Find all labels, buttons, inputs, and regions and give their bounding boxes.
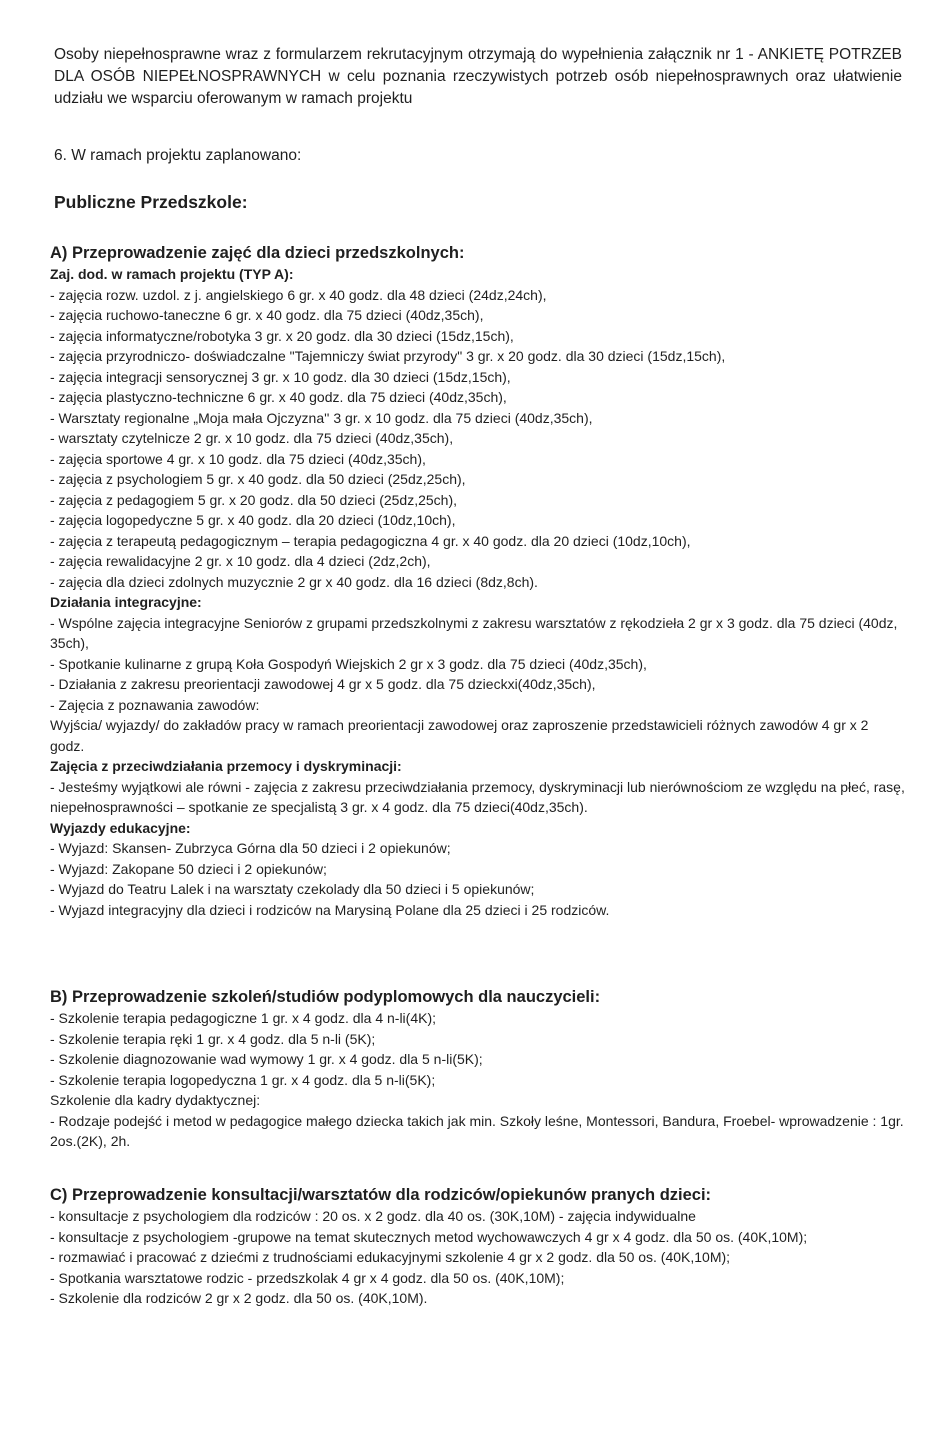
intro-paragraph: Osoby niepełnosprawne wraz z formularzem rekrutacyjnym otrzymają do wypełnienia załącznik nr 1 - ANKIETĘ POTRZEB DLA OSÓB NIEPEŁNOSPRAWNYCH w celu poznania rzeczywistych potrzeb osób niepełnosprawnych oraz ułatwienie udziału we wsparciu oferowanym w ramach projektu — [54, 46, 902, 107]
section-a-sub3-list — [50, 777, 906, 818]
list-item: - rozmawiać i pracować z dziećmi z trudnościami edukacyjnymi szkolenie 4 gr x 2 godz. dla 50 os. (40K,10M); — [50, 1249, 731, 1265]
list-item: - Rodzaje podejść i metod w pedagogice małego dziecka takich jak min. Szkoły leśne, Montessori, Bandura, Froebel- wprowadzenie : 1gr. 2os.(2K), 2h. — [50, 1112, 904, 1149]
list-item: - konsultacje z psychologiem -grupowe na temat skutecznych metod wychowawczych 4 gr x 4 godz. dla 50 os. (40K,10M); — [50, 1228, 808, 1245]
section-b-title: B) Przeprowadzenie szkoleń/studiów podyplomowych dla nauczycieli: — [50, 988, 601, 1006]
section-a-sub4-title: Wyjazdy edukacyjne: — [50, 819, 191, 836]
list-item: - Wyjazd integracyjny dla dzieci i rodziców na Marysiną Polane dla 25 dzieci i 25 rodziców. — [50, 901, 610, 918]
section-a-sub1-list — [50, 285, 906, 593]
section-c — [50, 1184, 906, 1309]
list-item: - zajęcia integracji sensorycznej 3 gr. x 10 godz. dla 30 dzieci (15dz,15ch), — [50, 368, 511, 385]
list-item: - Szkolenie dla rodziców 2 gr x 2 godz. dla 50 os. (40K,10M). — [50, 1290, 428, 1306]
section-a — [50, 242, 906, 920]
point-6-heading: 6. W ramach projektu zaplanowano: — [54, 147, 302, 164]
list-item: - Wspólne zajęcia integracyjne Seniorów z grupami przedszkolnymi z zakresu warsztatów z rękodzieła 2 gr x 3 godz. dla 75 dzieci (40dz, 35ch), — [50, 614, 898, 651]
list-item: - zajęcia przyrodniczo- doświadczalne "Tajemniczy świat przyrody" 3 gr. x 20 godz. dla 30 dzieci (15dz,15ch), — [50, 348, 726, 364]
list-item: - warsztaty czytelnicze 2 gr. x 10 godz. dla 75 dzieci (40dz,35ch), — [50, 430, 454, 446]
list-item: - Działania z zakresu preorientacji zawodowej 4 gr x 5 godz. dla 75 dzieckxi(40dz,35ch), — [50, 676, 596, 692]
section-a-sub1-title: Zaj. dod. w ramach projektu (TYP A): — [50, 266, 294, 282]
section-a-title: A) Przeprowadzenie zajęć dla dzieci przedszkolnych: — [50, 244, 465, 262]
list-item: - Warsztaty regionalne „Moja mała Ojczyzna'' 3 gr. x 10 godz. dla 75 dzieci (40dz,35ch), — [50, 409, 593, 426]
section-b-sub-list — [50, 1111, 906, 1152]
list-item: - Spotkania warsztatowe rodzic - przedszkolak 4 gr x 4 godz. dla 50 os. (40K,10M); — [50, 1269, 565, 1286]
section-a-sub2-title: Działania integracyjne: — [50, 594, 202, 610]
section-b-sub-title: Szkolenie dla kadry dydaktycznej: — [50, 1092, 261, 1108]
list-item: - Szkolenie terapia logopedyczna 1 gr. x 4 godz. dla 5 n-li(5K); — [50, 1071, 436, 1088]
list-item: - Wyjazd: Zakopane 50 dzieci i 2 opiekunów; — [50, 860, 327, 877]
section-b — [50, 986, 906, 1152]
section-a-sub4-list — [50, 838, 906, 920]
section-a-sub2-list — [50, 613, 906, 757]
list-item: - Szkolenie terapia pedagogiczne 1 gr. x 4 godz. dla 4 n-li(4K); — [50, 1010, 437, 1026]
section-a-sub3-title: Zajęcia z przeciwdziałania przemocy i dyskryminacji: — [50, 758, 402, 774]
main-heading: Publiczne Przedszkole: — [54, 192, 248, 212]
list-item: - zajęcia informatyczne/robotyka 3 gr. x 20 godz. dla 30 dzieci (15dz,15ch), — [50, 327, 514, 344]
list-item: - zajęcia z terapeutą pedagogicznym – terapia pedagogiczna 4 gr. x 40 godz. dla 20 dzieci (10dz,10ch), — [50, 532, 691, 549]
list-item: - Spotkanie kulinarne z grupą Koła Gospodyń Wiejskich 2 gr x 3 godz. dla 75 dzieci (40dz,35ch), — [50, 655, 647, 672]
list-item: - zajęcia rewalidacyjne 2 gr. x 10 godz. dla 4 dzieci (2dz,2ch), — [50, 553, 431, 569]
list-item: - zajęcia logopedyczne 5 gr. x 40 godz. dla 20 dzieci (10dz,10ch), — [50, 512, 456, 528]
section-c-list — [50, 1206, 906, 1309]
list-item: - Zajęcia z poznawania zawodów: — [50, 696, 260, 713]
section-c-title: C) Przeprowadzenie konsultacji/warsztatów dla rodziców/opiekunów pranych dzieci: — [50, 1186, 712, 1204]
list-item: - zajęcia sportowe 4 gr. x 10 godz. dla 75 dzieci (40dz,35ch), — [50, 450, 426, 467]
list-item: - zajęcia z psychologiem 5 gr. x 40 godz. dla 50 dzieci (25dz,25ch), — [50, 471, 466, 487]
list-item: - zajęcia rozw. uzdol. z j. angielskiego 6 gr. x 40 godz. dla 48 dzieci (24dz,24ch), — [50, 286, 547, 303]
list-item: - zajęcia dla dzieci zdolnych muzycznie 2 gr x 40 godz. dla 16 dzieci (8dz,8ch). — [50, 573, 538, 590]
list-item: - Jesteśmy wyjątkowi ale równi - zajęcia z zakresu przeciwdziałania przemocy, dyskryminacji lub nierównościom ze względu na płeć, rasę, niepełnosprawności – spotkanie ze specjalistą 3 gr. x 4 godz. dla 75 dzieci(40dz,35ch). — [50, 778, 905, 815]
section-b-list — [50, 1008, 906, 1090]
list-item: - Wyjazd: Skansen- Zubrzyca Górna dla 50 dzieci i 2 opiekunów; — [50, 840, 451, 856]
list-item: - konsultacje z psychologiem dla rodziców : 20 os. x 2 godz. dla 40 os. (30K,10M) - zajęcia indywidualne — [50, 1208, 696, 1224]
list-item: - zajęcia plastyczno-techniczne 6 gr. x 40 godz. dla 75 dzieci (40dz,35ch), — [50, 389, 507, 405]
list-item: - Wyjazd do Teatru Lalek i na warsztaty czekolady dla 50 dzieci i 5 opiekunów; — [50, 881, 535, 897]
list-item: - Szkolenie diagnozowanie wad wymowy 1 gr. x 4 godz. dla 5 n-li(5K); — [50, 1051, 483, 1067]
list-item: - Szkolenie terapia ręki 1 gr. x 4 godz. dla 5 n-li (5K); — [50, 1030, 376, 1047]
list-item: - zajęcia ruchowo-taneczne 6 gr. x 40 godz. dla 75 dzieci (40dz,35ch), — [50, 307, 484, 323]
list-item: Wyjścia/ wyjazdy/ do zakładów pracy w ramach preorientacji zawodowej oraz zaproszenie przedstawicieli różnych zawodów 4 gr x 2 godz. — [50, 717, 869, 754]
list-item: - zajęcia z pedagogiem 5 gr. x 20 godz. dla 50 dzieci (25dz,25ch), — [50, 491, 458, 508]
